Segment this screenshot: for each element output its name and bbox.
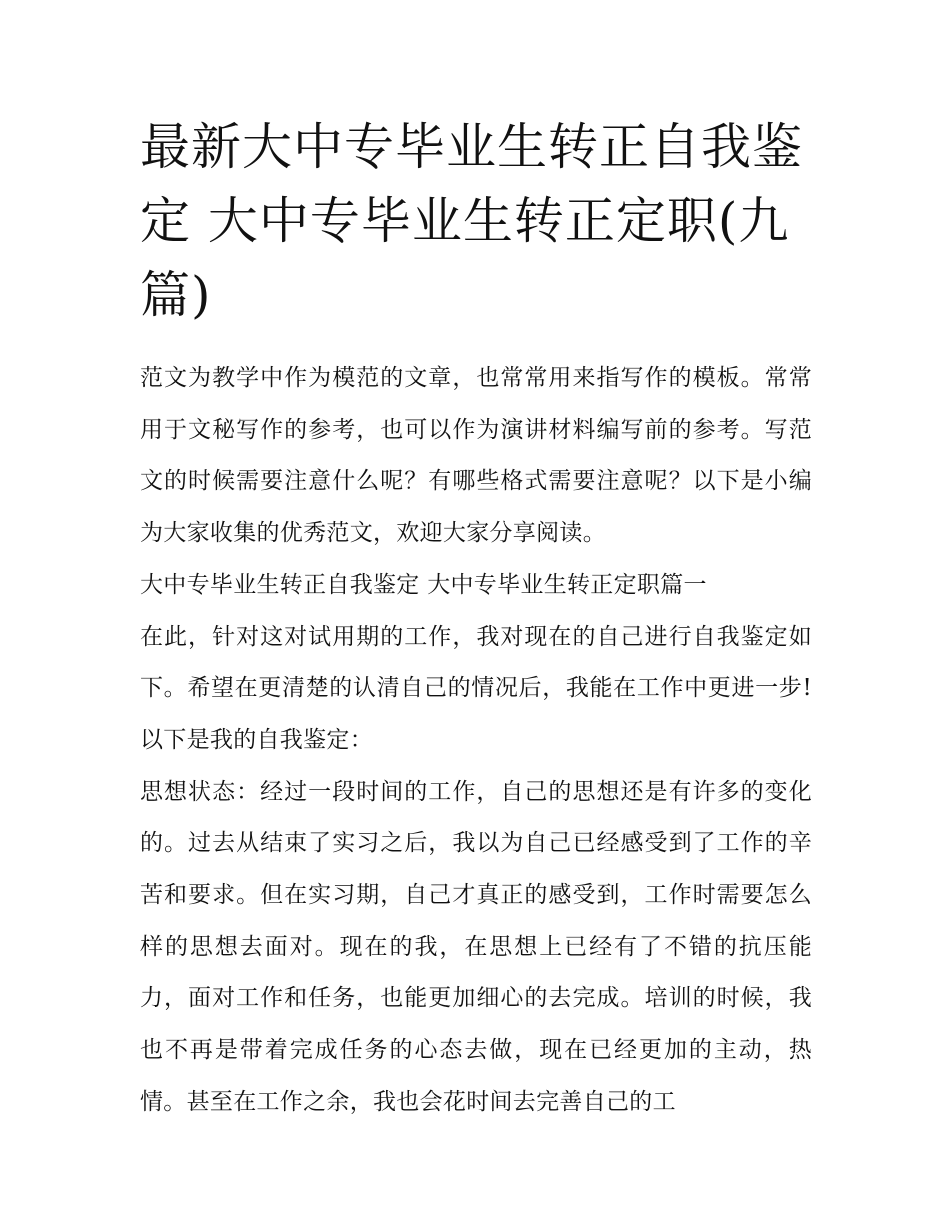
intro-paragraph: 范文为教学中作为模范的文章，也常常用来指写作的模板。常常用于文秘写作的参考，也可以作为演讲材料编写前的参考。写范文的时候需要注意什么呢？有哪些格式需要注意呢？以下是小编为大家收集的优秀范文，欢迎大家分享阅读。 — [140, 365, 812, 547]
body-paragraph: 思想状态：经过一段时间的工作，自己的思想还是有许多的变化的。过去从结束了实习之后，我以为自己已经感受到了工作的辛苦和要求。但在实习期，自己才真正的感受到，工作时需要怎么样的思想去面对。现在的我，在思想上已经有了不错的抗压能力，面对工作和任务，也能更加细心的去完成。培训的时候，我也不再是带着完成任务的心态去做，现在已经更加的主动，热情。甚至在工作之余，我也会花时间去完善自己的工 — [140, 778, 812, 1115]
document-title: 最新大中专毕业生转正自我鉴定 大中专毕业生转正定职(九篇) — [140, 118, 803, 324]
document-body — [140, 353, 812, 1129]
body-paragraph: 在此，针对这对试用期的工作，我对现在的自己进行自我鉴定如下。希望在更清楚的认清自己的情况后，我能在工作中更进一步!以下是我的自我鉴定： — [140, 623, 812, 753]
section-heading: 大中专毕业生转正自我鉴定 大中专毕业生转正定职篇一 — [140, 571, 707, 598]
